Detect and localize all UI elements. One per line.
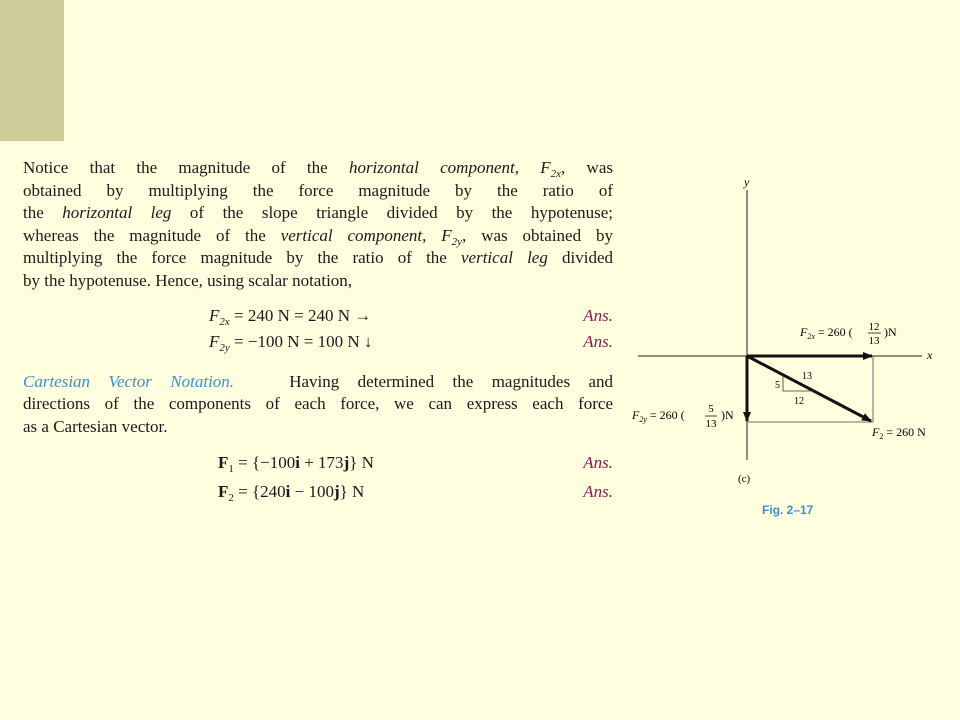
text: , was obtained by bbox=[462, 225, 613, 245]
rhs: } N bbox=[349, 453, 374, 473]
ans-label: Ans. bbox=[583, 305, 613, 325]
unit-vector-j: j bbox=[343, 453, 350, 473]
rhs: = {−100 bbox=[233, 453, 296, 473]
subscript: 1 bbox=[228, 463, 234, 476]
value: = 260 ( bbox=[646, 408, 685, 422]
f2-label bbox=[871, 425, 926, 441]
rhs: } N bbox=[339, 482, 365, 502]
equation-text bbox=[218, 452, 374, 475]
vector-equations bbox=[23, 452, 613, 508]
line: obtained by multiplying the force magnitude by the ratio of bbox=[23, 180, 613, 200]
corner-decoration bbox=[0, 0, 64, 141]
text: Notice that the magnitude of the bbox=[23, 158, 349, 177]
line: directions of the components of each force, we can express each force bbox=[23, 394, 613, 414]
f2x-label bbox=[799, 321, 897, 347]
text-italic: vertical component bbox=[280, 225, 423, 245]
equation-text bbox=[209, 305, 371, 328]
line bbox=[23, 225, 613, 248]
part-label: (c) bbox=[738, 473, 751, 485]
text: whereas the magnitude of the bbox=[23, 225, 281, 245]
unit: )N bbox=[884, 325, 897, 339]
rhs: = 240 N = 240 N → bbox=[229, 305, 372, 325]
line bbox=[23, 157, 613, 180]
symbol: F bbox=[209, 331, 220, 351]
line bbox=[23, 202, 613, 225]
fraction-numerator: 12 bbox=[868, 321, 880, 333]
scalar-equations bbox=[23, 305, 613, 355]
unit: )N bbox=[721, 408, 734, 422]
ans-label: Ans. bbox=[583, 482, 613, 502]
y-axis-label: y bbox=[744, 175, 750, 189]
section-heading: Cartesian Vector Notation. bbox=[23, 371, 235, 391]
symbol: F bbox=[540, 158, 551, 177]
vector-symbol: F bbox=[218, 453, 229, 473]
symbol: F bbox=[872, 425, 880, 439]
rhs: − 100 bbox=[290, 482, 334, 502]
equation-f2x bbox=[23, 305, 613, 329]
rhs: = {240 bbox=[233, 482, 286, 502]
text: the bbox=[23, 203, 63, 223]
subscript: 2y bbox=[219, 341, 230, 354]
force-diagram bbox=[620, 160, 960, 530]
subscript: 2x bbox=[807, 332, 815, 341]
x-axis-label: x bbox=[927, 348, 933, 362]
symbol: F bbox=[209, 305, 220, 325]
symbol: F bbox=[800, 325, 808, 339]
equation-text bbox=[218, 481, 364, 504]
fraction-denominator: 13 bbox=[705, 418, 717, 430]
value: = 260 ( bbox=[814, 325, 853, 339]
subscript: 2 bbox=[879, 432, 884, 441]
text-italic: vertical leg bbox=[461, 248, 548, 268]
svg-text:F2x = 260 ( bbox=[799, 325, 853, 341]
value: = 260 N bbox=[883, 425, 926, 439]
text: Having determined the magnitudes and bbox=[289, 371, 614, 391]
f2y-label bbox=[631, 403, 734, 430]
equation-f2 bbox=[23, 481, 613, 505]
symbol: F bbox=[441, 225, 452, 245]
unit-vector-i: i bbox=[295, 453, 300, 473]
subscript: 2y bbox=[639, 415, 647, 424]
equation-f1 bbox=[23, 452, 613, 476]
equation-f2y bbox=[23, 331, 613, 355]
subscript: 2y bbox=[451, 235, 463, 248]
triangle-vertical-label: 5 bbox=[775, 380, 780, 391]
text-italic: horizontal leg bbox=[62, 203, 172, 223]
text-italic: horizontal component bbox=[348, 158, 515, 177]
line: as a Cartesian vector. bbox=[23, 416, 168, 436]
line bbox=[23, 247, 613, 270]
text: , was bbox=[561, 158, 613, 177]
text: , bbox=[514, 158, 541, 177]
line bbox=[23, 371, 613, 394]
subscript: 2x bbox=[219, 315, 230, 328]
subscript: 2x bbox=[550, 168, 562, 180]
line: by the hypotenuse. Hence, using scalar notation, bbox=[23, 270, 353, 290]
text: multiplying the force magnitude by the ratio of the bbox=[23, 248, 461, 268]
ans-label: Ans. bbox=[583, 331, 613, 351]
main-text bbox=[23, 157, 613, 508]
text: , bbox=[422, 225, 442, 245]
vector-symbol: F bbox=[218, 482, 229, 502]
symbol: F bbox=[632, 408, 640, 422]
rhs: + 173 bbox=[299, 453, 344, 473]
svg-text:F2y = 260 ( bbox=[631, 408, 685, 424]
explanation-paragraph bbox=[23, 157, 613, 293]
triangle-hyp-label: 13 bbox=[802, 371, 812, 382]
triangle-horizontal-label: 12 bbox=[794, 396, 804, 407]
text: divided bbox=[547, 248, 613, 268]
cartesian-paragraph bbox=[23, 371, 613, 439]
figure-caption: Fig. 2–17 bbox=[762, 503, 814, 517]
ans-label: Ans. bbox=[583, 453, 613, 473]
rhs: = −100 N = 100 N ↓ bbox=[229, 331, 373, 351]
fraction-numerator: 5 bbox=[708, 403, 714, 415]
text: of the slope triangle divided by the hypotenuse; bbox=[171, 203, 613, 223]
fraction-denominator: 13 bbox=[868, 335, 880, 347]
f2-arrow bbox=[747, 356, 871, 421]
unit-vector-i: i bbox=[285, 482, 291, 502]
equation-text bbox=[209, 331, 372, 354]
subscript: 2 bbox=[228, 492, 234, 505]
unit-vector-j: j bbox=[333, 482, 340, 502]
